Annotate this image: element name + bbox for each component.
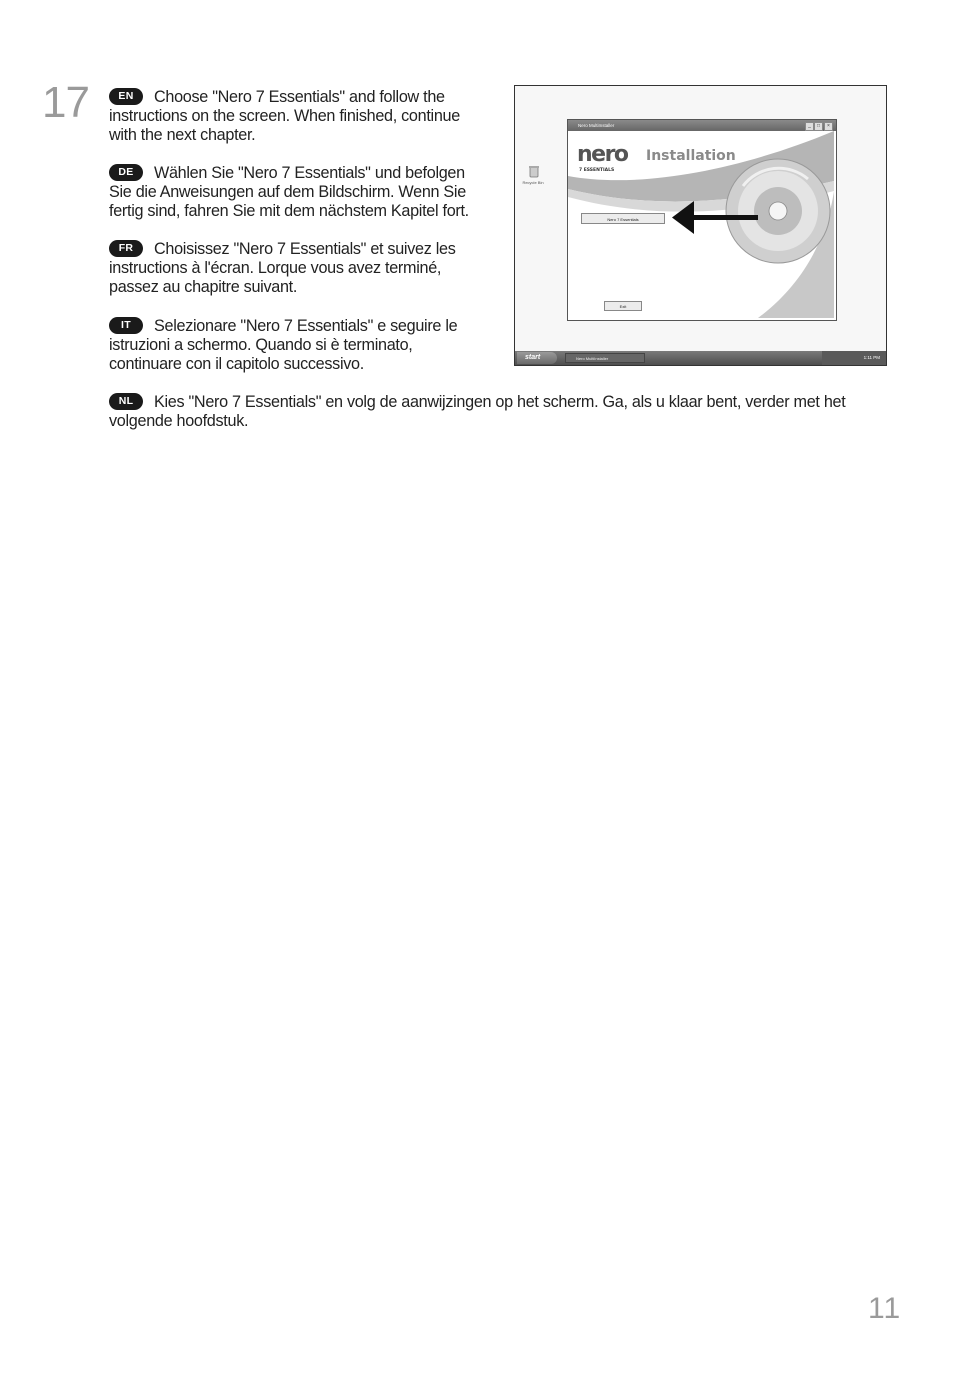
lang-badge-de: DE	[109, 164, 143, 181]
instruction-fr	[109, 240, 489, 297]
installer-screenshot	[514, 85, 887, 366]
lang-badge-en: EN	[109, 88, 143, 105]
instruction-text-de: Wählen Sie "Nero 7 Essentials" und befolgen Sie die Anweisungen auf dem Bildschirm. Wenn Sie fertig sind, fahren Sie mit dem nächstem Kapitel fort.	[109, 164, 469, 220]
start-button[interactable]: start	[517, 352, 557, 364]
minimize-icon[interactable]: _	[805, 122, 814, 131]
disc-icon	[726, 159, 830, 263]
page-number: 11	[868, 1292, 902, 1325]
recycle-bin-label: Recycle Bin	[522, 180, 544, 185]
window-title: Nero MultiInstaller	[568, 120, 836, 131]
maximize-icon[interactable]: □	[814, 122, 823, 131]
taskbar-item-nero[interactable]: Nero MultiInstaller	[565, 353, 645, 363]
instruction-text-fr: Choisissez "Nero 7 Essentials" et suivez les instructions à l'écran. Lorque vous avez terminé, passez au chapitre suivant.	[109, 240, 456, 296]
taskbar	[515, 351, 886, 365]
step-number: 17	[42, 78, 89, 127]
recycle-bin-icon	[527, 164, 541, 178]
lang-badge-it: IT	[109, 317, 143, 334]
installation-heading: Installation	[646, 148, 736, 164]
instruction-text-nl: Kies "Nero 7 Essentials" en volg de aanwijzingen op het scherm. Ga, als u klaar bent, verder met het volgende hoofdstuk.	[109, 393, 846, 430]
nero-logo: nero	[577, 142, 628, 167]
lang-badge-nl: NL	[109, 393, 143, 410]
system-tray-clock: 1:11 PM	[822, 351, 886, 365]
instruction-nl	[109, 393, 889, 431]
installer-window	[567, 119, 837, 321]
exit-button[interactable]: Exit	[604, 301, 642, 311]
instruction-de	[109, 164, 489, 221]
instruction-text-it: Selezionare "Nero 7 Essentials" e seguire le istruzioni a schermo. Quando si è terminato, continuare con il capitolo successivo.	[109, 317, 458, 373]
instruction-en	[109, 88, 489, 145]
close-icon[interactable]: ×	[824, 122, 833, 131]
instruction-text-en: Choose "Nero 7 Essentials" and follow the instructions on the screen. When finished, continue with the next chapter.	[109, 88, 460, 144]
lang-badge-fr: FR	[109, 240, 143, 257]
nero-7-essentials-button[interactable]: Nero 7 Essentials	[581, 213, 665, 224]
nero-logo-sub: 7 ESSENTIALS	[579, 168, 615, 173]
instruction-it	[109, 317, 489, 374]
